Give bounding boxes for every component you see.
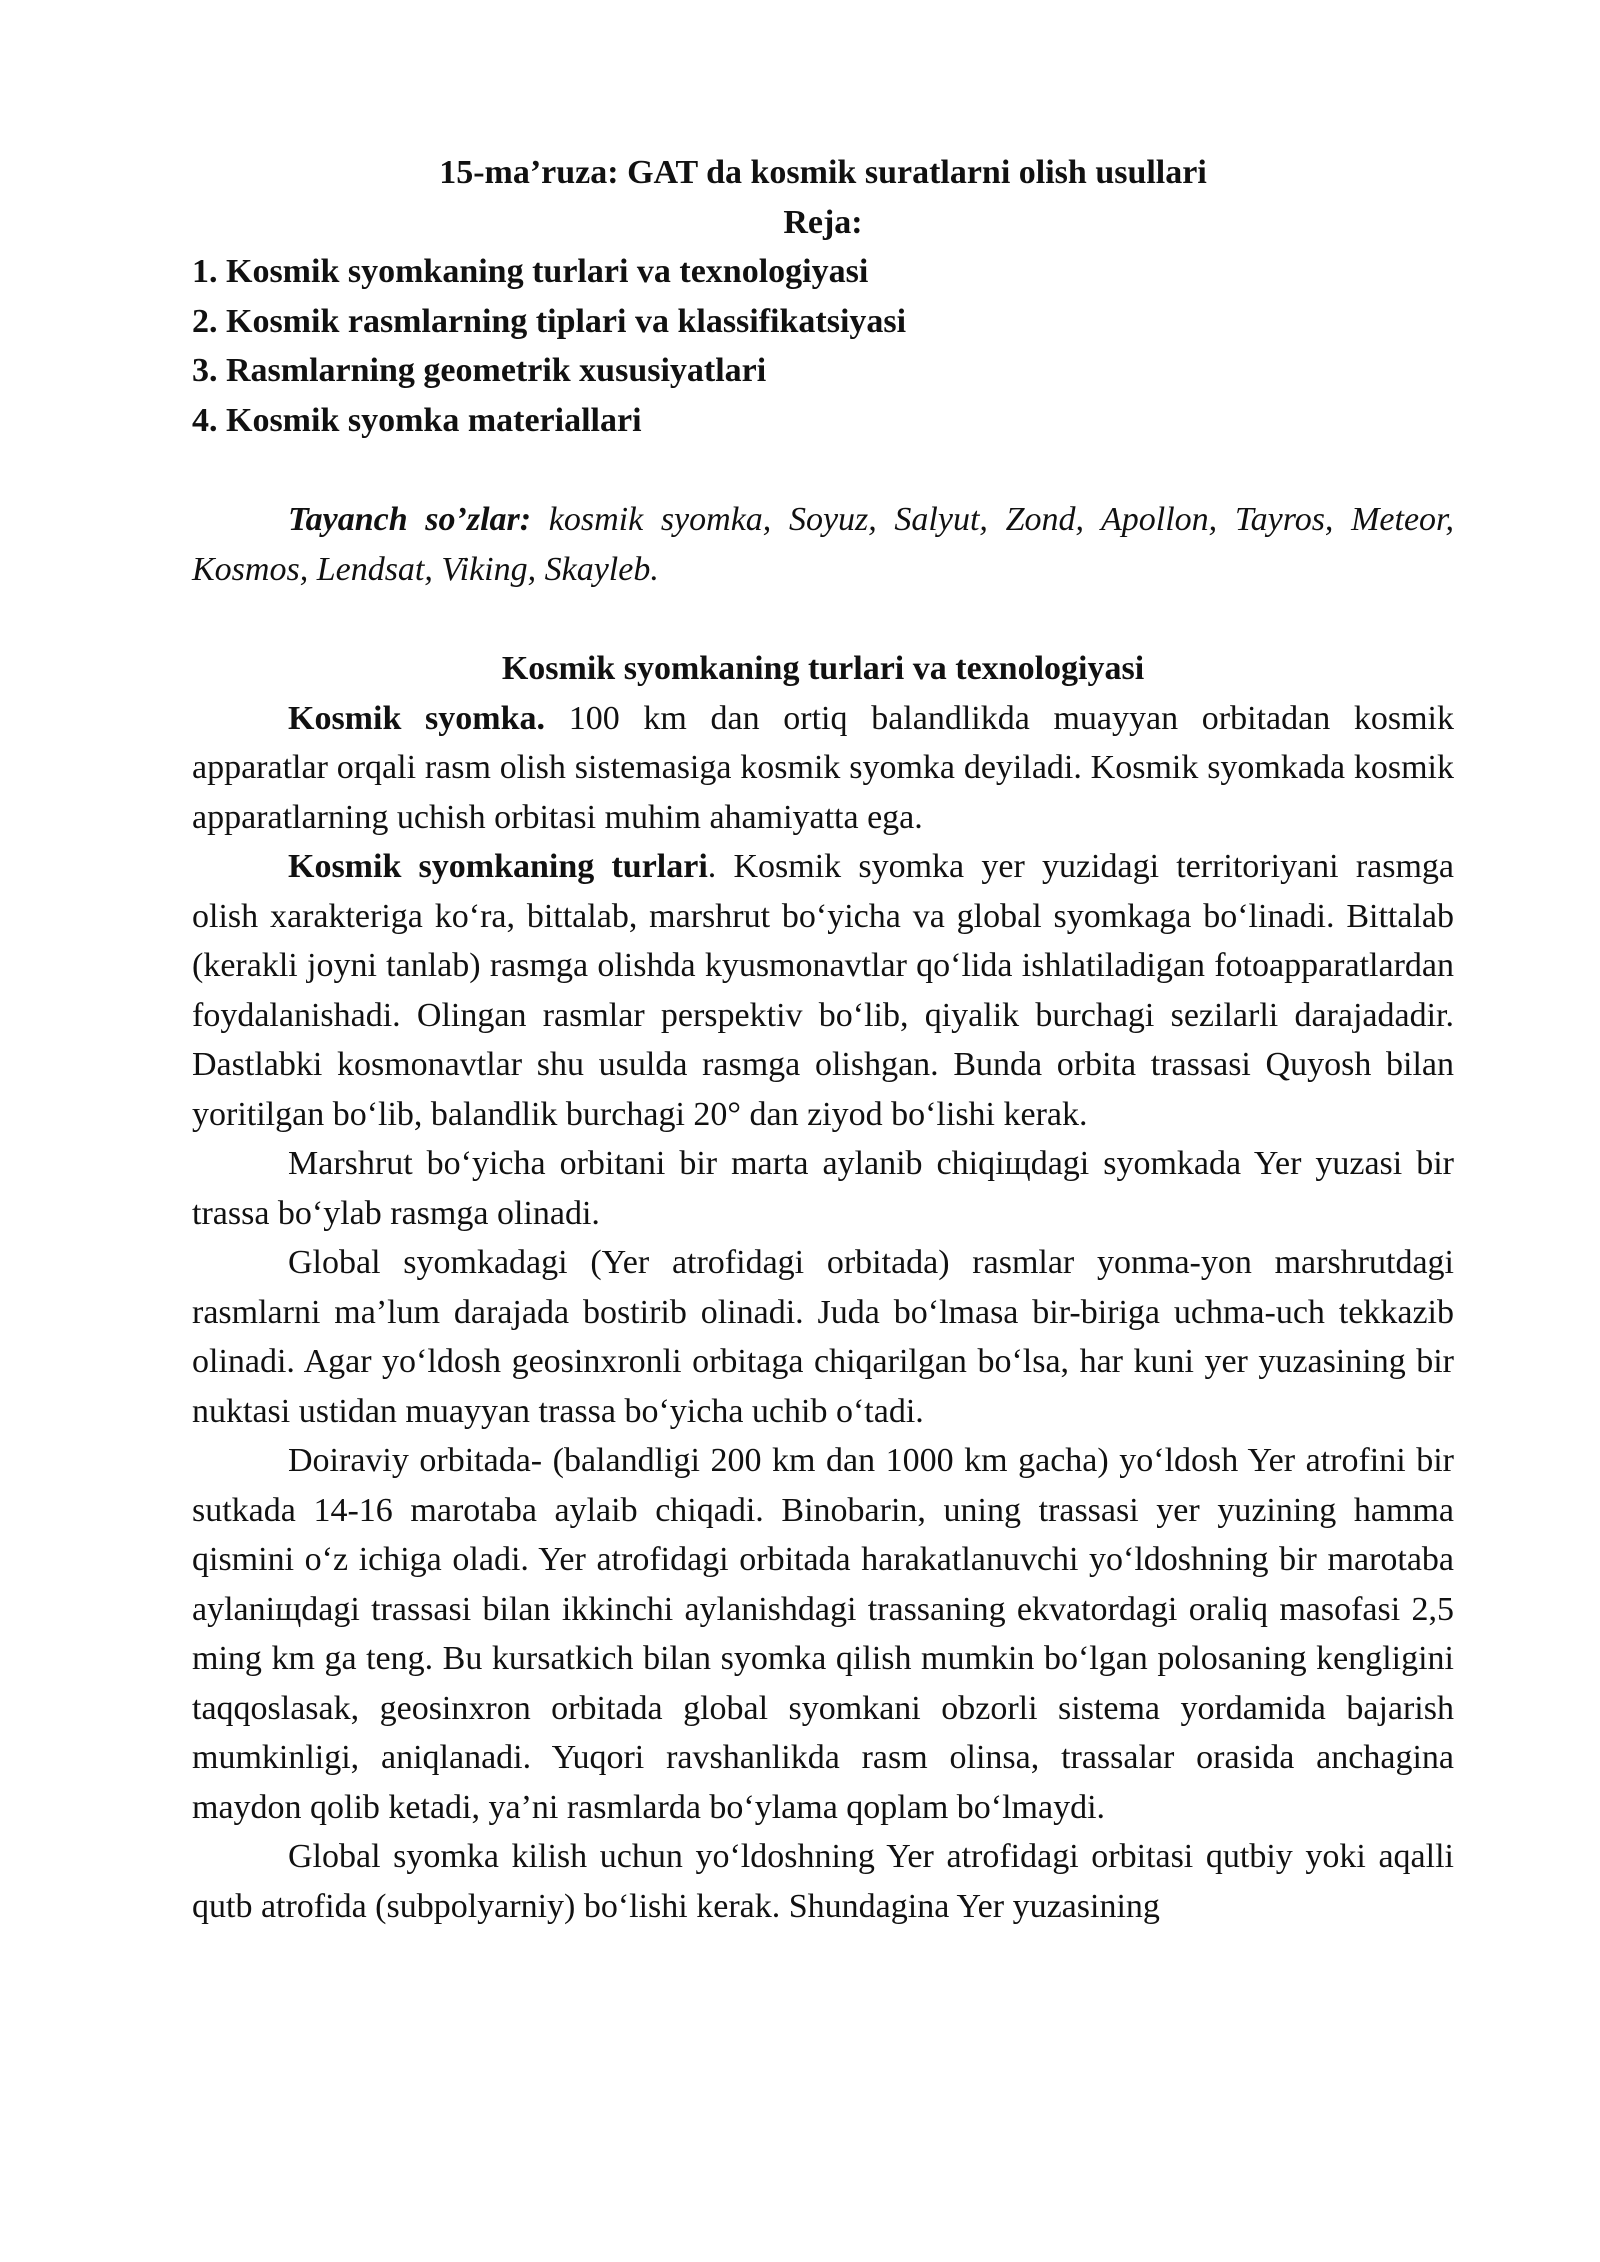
paragraph [192,1238,1454,1436]
plan-item: 2. Kosmik rasmlarning tiplari va klassifikatsiyasi [192,302,907,340]
paragraph-lead: Kosmik syomka. [288,699,546,737]
keywords-label: Tayanch so’zlar: [288,501,532,538]
keywords-paragraph [192,495,1454,594]
paragraph [192,842,1454,1139]
paragraph-text: Doiraviy orbitada- (balandligi 200 km dan 1000 km gacha) yo‘ldosh Yer atrofini bir sutkada 14-16 marotaba aylaib chiqadi. Binobarin, uning trassasi yer yuzining hamma qismini o‘z ichiga oladi. Yer atrofidagi orbitada harakatlanuvchi yo‘ldoshning bir marotaba aylaniщdagi trassasi bilan ikkinchi aylanishdagi trassaning ekvatordagi oraliq masofasi 2,5 ming km ga teng. Bu kursatkich bilan syomka qilish mumkin bo‘lgan polosaning kengligini taqqoslasak, geosinxron orbitada global syomkani obzorli sistema yordamida bajarish mumkinligi, aniqlanadi. Yuqori ravshanlikda rasm olinsa, trassalar orasida anchagina maydon qolib ketadi, ya’ni rasmlarda bo‘ylama qoplam bo‘lmaydi. [192,1442,1454,1826]
plan-list [192,247,1454,445]
paragraph-text: . Kosmik syomka yer yuzidagi territoriyani rasmga olish xarakteriga ko‘ra, bittalab, marshrut bo‘yicha va global syomkaga bo‘linadi. Bittalab (kerakli joyni tanlab) rasmga olishda kyusmonavtlar qo‘lida ishlatiladigan fotoapparatlardan foydalanishadi. Olingan rasmlar perspektiv bo‘lib, qiyalik burchagi sezilarli darajadadir. Dastlabki kosmonavtlar shu usulda rasmga olishgan. Bunda orbita trassasi Quyosh bilan yoritilgan bo‘lib, balandlik burchagi 20° dan ziyod bo‘lishi kerak. [192,848,1454,1133]
plan-heading: Reja: [783,203,863,241]
paragraph [192,1436,1454,1832]
paragraph [192,1139,1454,1238]
plan-item: 3. Rasmlarning geometrik xususiyatlari [192,352,767,389]
keywords-text: kosmik syomka, Soyuz, Salyut, Zond, Apollon, Tayros, Meteor, Kosmos, Lendsat, Viking, Skayleb. [192,501,1454,588]
paragraph-text: Global syomkadagi (Yer atrofidagi orbitada) rasmlar yonma-yon marshrutdagi rasmlarni ma’lum darajada bostirib olinadi. Juda bo‘lmasa bir-biriga uchma-uch tekkazib olinadi. Agar yo‘ldosh geosinxronli orbitaga chiqarilgan bo‘lsa, har kuni yer yuzasining bir nuktasi ustidan muayyan trassa bo‘yicha uchib o‘tadi. [192,1244,1454,1430]
section-title: Kosmik syomkaning turlari va texnologiyasi [501,650,1145,687]
paragraph [192,694,1454,843]
paragraph-text: 100 km dan ortiq balandlikda muayyan orbitadan kosmik apparatlar orqali rasm olish sistemasiga kosmik syomka deyiladi. Kosmik syomkada kosmik apparatlarning uchish orbitasi muhim ahamiyatta ega. [192,699,1454,836]
paragraph-text: Global syomka kilish uchun yo‘ldoshning Yer atrofidagi orbitasi qutbiy yoki aqalli qutb atrofida (subpolyarniy) bo‘lishi kerak. Shundagina Yer yuzasining [192,1838,1454,1925]
document-page [192,148,1454,1931]
paragraph-lead: Kosmik syomkaning turlari [288,848,708,885]
lecture-title: 15-ma’ruza: GAT da kosmik suratlarni olish usullari [439,154,1207,191]
paragraph [192,1832,1454,1931]
plan-item: 4. Kosmik syomka materiallari [192,401,642,439]
paragraph-text: Marshrut bo‘yicha orbitani bir marta aylanib chiqiщdagi syomkada Yer yuzasi bir trassa bo‘ylab rasmga olinadi. [192,1145,1454,1232]
plan-item: 1. Kosmik syomkaning turlari va texnologiyasi [192,253,869,290]
